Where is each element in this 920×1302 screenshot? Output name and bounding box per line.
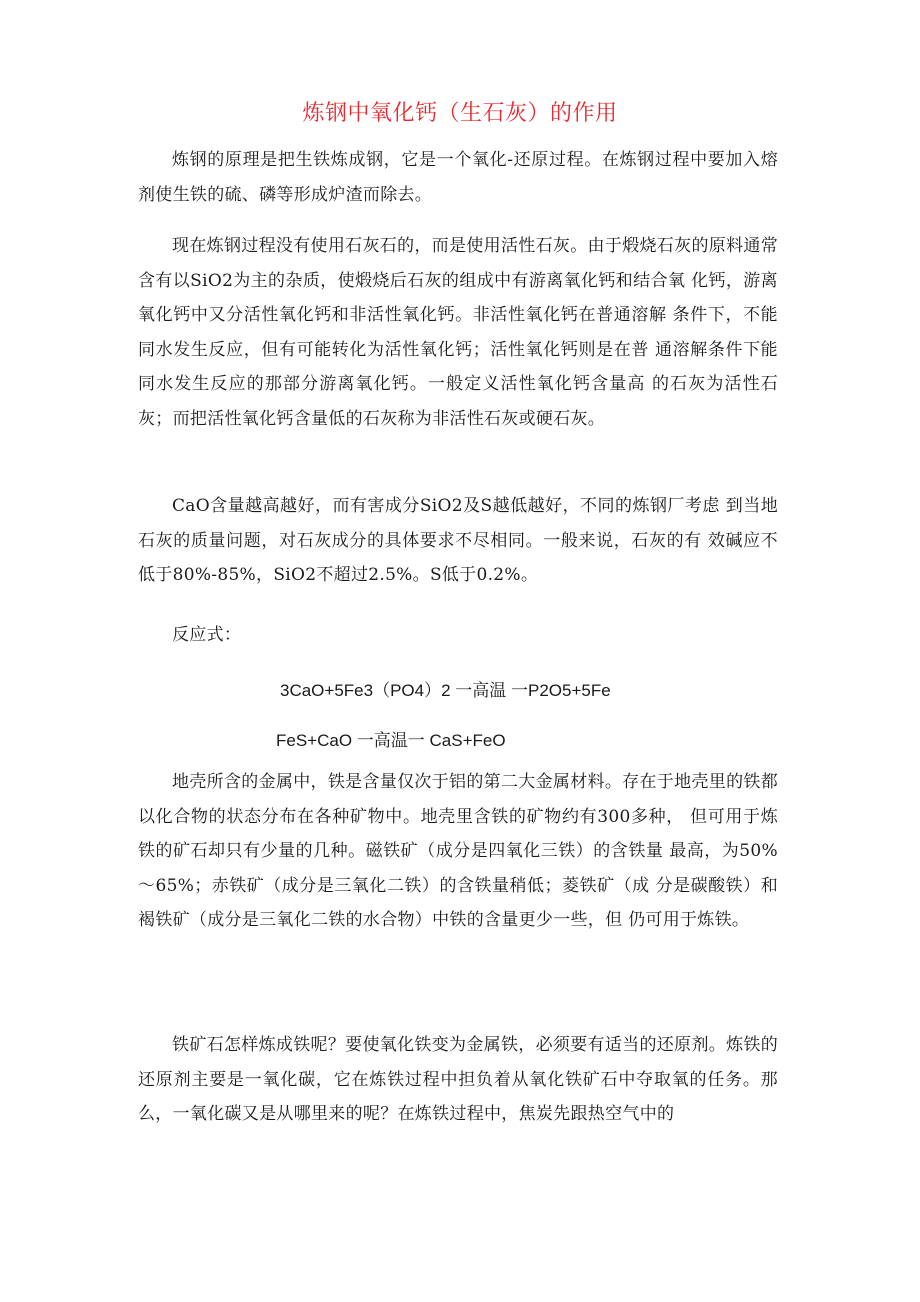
paragraph-active-lime: 现在炼钢过程没有使用石灰石的，而是使用活性石灰。由于煅烧石灰的原料通常含有以SiO2为主的杂质，使煅烧后石灰的组成中有游离氧化钙和结合氧 化钙，游离氧化钙中又分活性氧化钙和非活性氧化钙。非活性氧化钙在普通溶解 条件下，不能同水发生反应，但有可能转化为活性氧化钙；活性氧化钙则是在普 通溶解条件下能同水发生反应的那部分游离氧化钙。一般定义活性氧化钙含量高 的石灰为活性石灰；而把活性氧化钙含量低的石灰称为非活性石灰或硬石灰。 <box>138 236 778 429</box>
paragraph-steelmaking-principle: 炼钢的原理是把生铁炼成钢，它是一个氧化-还原过程。在炼钢过程中要加入熔剂使生铁的硫、磷等形成炉渣而除去。 <box>138 150 778 205</box>
paragraph-lime-requirements: CaO含量越高越好，而有害成分SiO2及S越低越好，不同的炼钢厂考虑 到当地石灰的质量问题，对石灰成分的具体要求不尽相同。一般来说，石灰的有 效碱应不低于80%-85%，SiO2不超过2.5%。S低于0.2%。 <box>138 496 778 585</box>
paragraph-reaction-label: 反应式： <box>172 625 242 645</box>
formula-sulfur-reaction: FeS+CaO 一高温一 CaS+FeO <box>276 731 506 750</box>
paragraph-iron-ores: 地壳所含的金属中，铁是含量仅次于铝的第二大金属材料。存在于地壳里的铁都以化合物的状态分布在各种矿物中。地壳里含铁的矿物约有300多种， 但可用于炼铁的矿石却只有少量的几种。磁铁矿（成分是四氧化三铁）的含铁量 最高，为50%～65%；赤铁矿（成分是三氧化二铁）的含铁量稍低；菱铁矿（成 分是碳酸铁）和褐铁矿（成分是三氧化二铁的水合物）中铁的含量更少一些，但 仍可用于炼铁。 <box>138 772 778 930</box>
document-title: 炼钢中氧化钙（生石灰）的作用 <box>302 101 618 126</box>
paragraph-iron-reduction: 铁矿石怎样炼成铁呢？要使氧化铁变为金属铁，必须要有适当的还原剂。炼铁的还原剂主要是一氧化碳，它在炼铁过程中担负着从氧化铁矿石中夺取氧的任务。那么，一氧化碳又是从哪里来的呢？在炼铁过程中，焦炭先跟热空气中的 <box>138 1035 778 1124</box>
formula-phosphorus-reaction: 3CaO+5Fe3（PO4）2 一高温 一P2O5+5Fe <box>280 681 611 700</box>
